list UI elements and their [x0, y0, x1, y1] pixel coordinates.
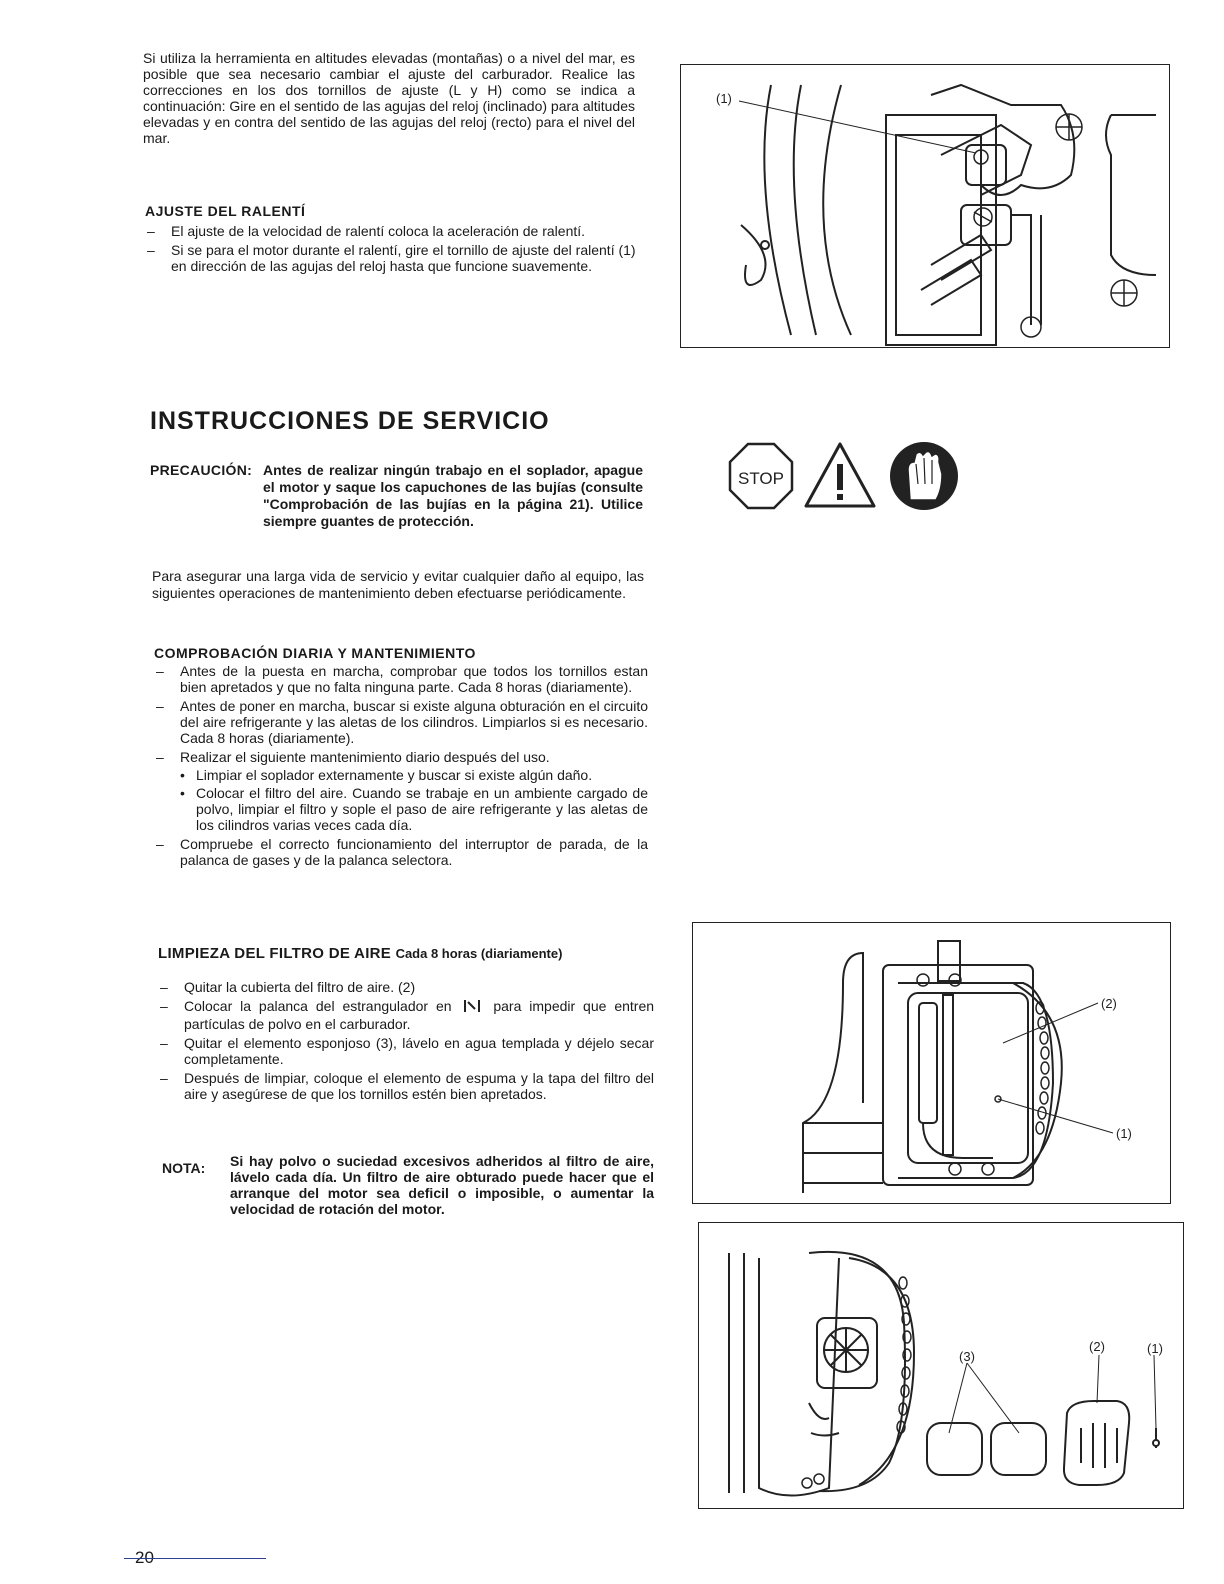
safety-icons-svg [728, 440, 968, 518]
filter-parts-illustration [699, 1223, 1183, 1508]
filter-cover-illustration [693, 923, 1170, 1203]
caution-label: PRECAUCIÓN: [150, 462, 253, 478]
filter-frequency: Cada 8 horas (diariamente) [395, 946, 563, 961]
carburetor-figure [680, 64, 1170, 348]
service-intro: Para asegurar una larga vida de servicio y evitar cualquier daño al equipo, las siguientes operaciones de mantenimiento deben efectuarse periódicamente. [152, 568, 644, 601]
list-item: – Después de limpiar, coloque el elemento de espuma y la tapa del filtro del aire y asegúrese de que los tornillos estén bien apretados. [158, 1070, 654, 1102]
list-item: – El ajuste de la velocidad de ralentí coloca la aceleración de ralentí. [145, 223, 640, 239]
daily-section [154, 645, 648, 871]
figure1-callout-1: (1) [716, 91, 732, 106]
stop-icon-text: STOP [738, 469, 784, 488]
idle-list [145, 223, 640, 274]
stop-icon [730, 444, 792, 508]
list-item [158, 998, 654, 1032]
list-item: – Quitar la cubierta del filtro de aire. (2) [158, 979, 654, 995]
page-number: 20 [135, 1548, 154, 1567]
filter-cover [1064, 1401, 1129, 1485]
warning-icon [806, 444, 874, 506]
footer-rule [124, 1558, 266, 1559]
figure2-callout-2: (2) [1101, 996, 1117, 1011]
note-text: Si hay polvo o suciedad excesivos adheridos al filtro de aire, lávelo cada día. Un filtro de aire obturado puede hacer que el arranque del motor sea deficil o imposible, o aumentar la velocidad de rotación del motor. [230, 1153, 654, 1217]
list-item-text: para impedir que entren partículas de polvo en el carburador. [184, 998, 655, 1032]
list-item: – Antes de la puesta en marcha, comprobar que todos los tornillos estan bien apretados y que no falta ninguna parte. Cada 8 horas (diariamente). [154, 663, 648, 695]
safety-icons [728, 440, 968, 518]
idle-section-title: AJUSTE DEL RALENTÍ [145, 203, 306, 219]
filter-list [158, 979, 654, 1102]
figure3-callout-1: (1) [1147, 1341, 1163, 1356]
figure3-callout-2: (2) [1089, 1339, 1105, 1354]
caution-text: Antes de realizar ningún trabajo en el soplador, apague el motor y saque los capuchones de las bujías (consulte "Comprobación de las bujías en la página 21). Utilice siempre guantes de protección. [263, 462, 643, 529]
list-item: – Compruebe el correcto funcionamiento del interruptor de parada, de la palanca de gases y de la palanca selectora. [154, 836, 648, 868]
gloves-icon [890, 442, 958, 510]
note-label: NOTA: [162, 1160, 206, 1176]
carburetor-illustration [681, 65, 1169, 347]
filter-cover-figure [692, 922, 1171, 1204]
list-item: – Antes de poner en marcha, buscar si existe alguna obturación en el circuito del aire refrigerante y las aletas de los cilindros. Limpiarlos si es necesario. Cada 8 horas (diariamente). [154, 698, 648, 746]
filter-section-title: LIMPIEZA DEL FILTRO DE AIRE [158, 945, 392, 962]
daily-section-title: COMPROBACIÓN DIARIA Y MANTENIMIENTO [154, 645, 476, 661]
filter-section [158, 945, 654, 1105]
list-item: – Quitar el elemento esponjoso (3), lávelo en agua templada y déjelo secar completamente. [158, 1035, 654, 1067]
figure3-callout-3: (3) [959, 1349, 975, 1364]
daily-list [154, 663, 648, 868]
figure2-callout-1: (1) [1116, 1126, 1132, 1141]
daily-sublist [180, 767, 648, 833]
filter-parts-figure [698, 1222, 1184, 1509]
list-item-text: Colocar la palanca del estrangulador en [184, 998, 452, 1014]
idle-section [145, 203, 640, 277]
sub-list-item: • Colocar el filtro del aire. Cuando se trabaje en un ambiente cargado de polvo, limpiar el filtro y sople el paso de aire refrigerante y las aletas de los cilindros varias veces cada día. [180, 785, 648, 833]
page-title: INSTRUCCIONES DE SERVICIO [150, 407, 550, 435]
list-item [154, 749, 648, 833]
sponge-element-2 [991, 1423, 1046, 1475]
choke-symbol-icon [463, 999, 481, 1016]
list-item: – Si se para el motor durante el ralentí, gire el tornillo de ajuste del ralentí (1) en dirección de las agujas del reloj hasta que funcione suavemente. [145, 242, 640, 274]
sub-list-item: • Limpiar el soplador externamente y buscar si existe algún daño. [180, 767, 648, 783]
list-item-text: Realizar el siguiente mantenimiento diario después del uso. [180, 749, 550, 765]
intro-paragraph: Si utiliza la herramienta en altitudes elevadas (montañas) o a nivel del mar, es posible que sea necesario cambiar el ajuste del carburador. Realice las correcciones en los dos tornillos de ajuste (L y H) como se indica a continuación: Gire en el sentido de las agujas del reloj (inclinado) para altitudes elevadas y en contra del sentido de las agujas del reloj (recto) para el nivel del mar. [143, 50, 635, 146]
sponge-element-1 [927, 1423, 982, 1475]
